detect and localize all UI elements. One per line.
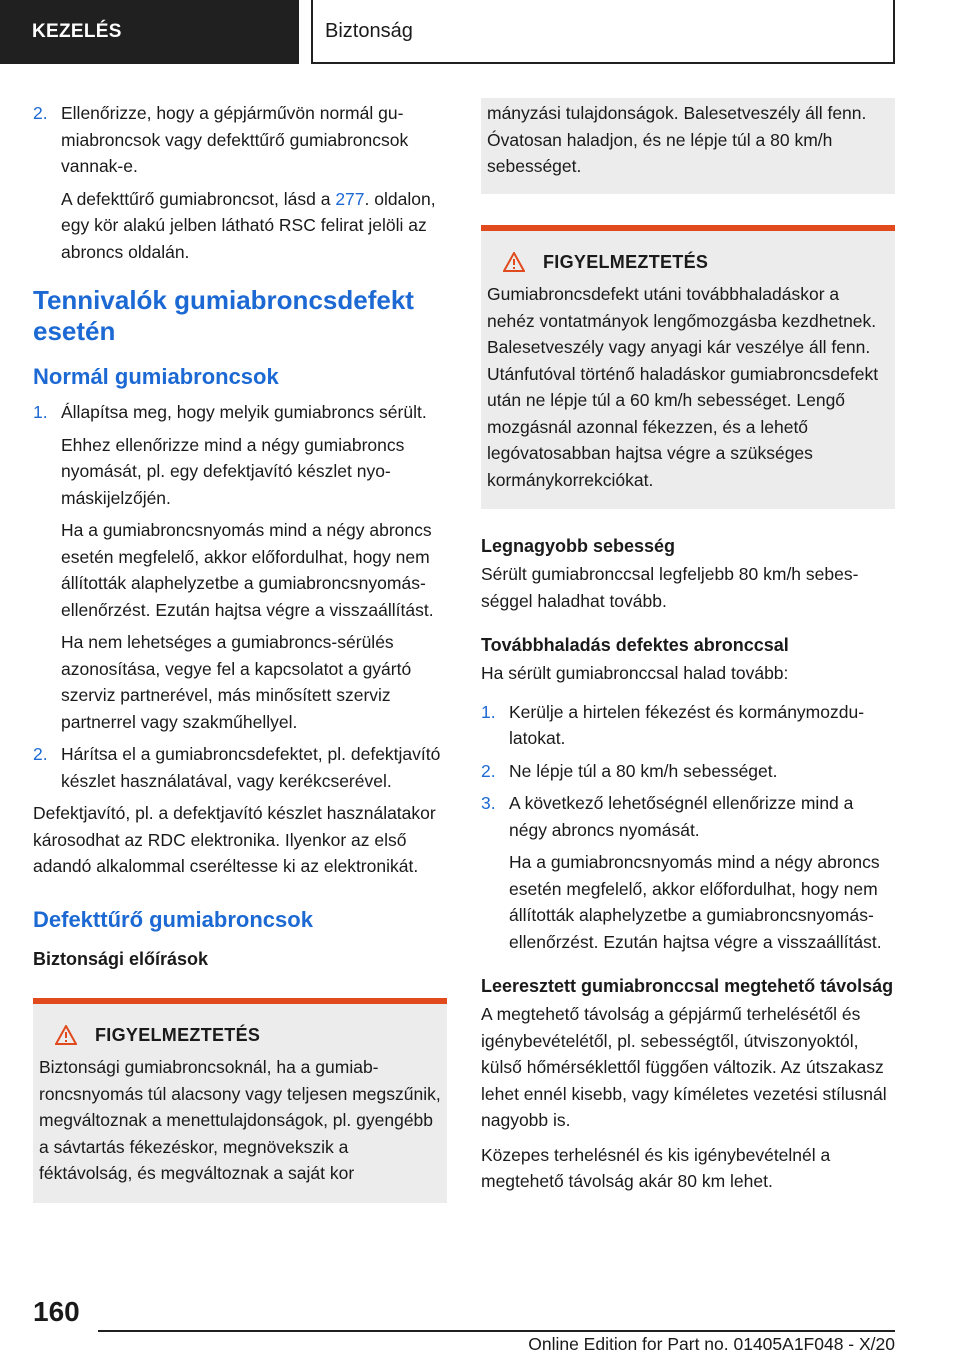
paragraph: Ha sérült gumiabronccsal halad tovább: <box>481 663 789 683</box>
paragraph: Defektjavító, pl. a defektjavító készlet használatakor károsodhat az RDC elektronika. Ilyenkor az első adandó alkalommal cseréltesse ki az elektronikát. <box>33 803 436 876</box>
page-number: 160 <box>33 1296 80 1327</box>
list-item <box>33 399 447 735</box>
minor-heading: Biztonsági előírások <box>33 948 209 969</box>
right-column <box>481 98 895 1203</box>
list-number: 1. <box>481 701 496 722</box>
section-heading: Tennivalók gumiabroncsdefekt esetén <box>33 285 414 346</box>
warning-box <box>481 225 895 510</box>
step-text-ref: A defekttűrő gumiabroncsot, lásd a 277. oldalon, egy kör alakú jelben látható RSC felirat jelöli az abroncs oldalán. <box>61 188 436 262</box>
warning-triangle-icon <box>503 252 525 272</box>
subsection-heading: Normál gumiabroncsok <box>33 364 279 389</box>
list-number: 1. <box>33 402 48 422</box>
subsection-heading: Defekttűrő gumiabroncsok <box>33 906 313 932</box>
paragraph: Közepes terhelésnél és kis igénybevételnél a megtehető távolság akár 80 km lehet. <box>481 1144 831 1191</box>
edition-note: Online Edition for Part no. 01405A1F048 - X/20 <box>528 1334 895 1354</box>
step-text: Kerülje a hirtelen fékezést és kormánymozdulatokat. <box>509 701 865 748</box>
list-number: 2. <box>33 103 48 123</box>
minor-heading: Leeresztett gumiabronccsal megtehető távolság <box>481 976 894 996</box>
step-text: Ha a gumiabroncsnyomás mind a négy abroncs esetén megfelelő, akkor előfordulhat, hogy nem állították alaphelyzetbe a gumiabroncsnyomás-ellenőrzést. Ezután hajtsa végre a visszaállítást. <box>509 852 882 952</box>
chapter-label: Biztonság <box>325 19 413 42</box>
chapter-tab <box>311 0 895 64</box>
step-text: Hárítsa el a gumiabroncsdefektet, pl. defektjavító készlet használatával, vagy kerékcserével. <box>61 744 441 791</box>
list-item <box>481 758 895 785</box>
list-number: 2. <box>481 760 496 781</box>
paragraph: A megtehető távolság a gépjármű terhelésétől és igénybevételétől, pl. sebességtől, útviszonyoktól, külső hőmérséklettől függően változik. Az útszakasz lehet ennél kisebb, vagy kíméletes vezetési stílusnál nagyobb is. <box>481 1004 887 1130</box>
list-item <box>481 790 895 955</box>
step-text: Állapítsa meg, hogy melyik gumiabroncs sérült. <box>61 402 427 422</box>
list-item <box>33 741 447 794</box>
list-item <box>33 100 447 265</box>
warning-text: Biztonsági gumiabroncsoknál, ha a gumiabroncsnyomás túl alacsony vagy teljesen megszűnik, megváltoznak a menettulajdonságok, pl. gyengébb a sávtartás fékezéskor, megnövekszik a féktávolság, és megváltoznak a saját kor <box>39 1057 441 1183</box>
footer-divider <box>98 1330 895 1332</box>
step-text: Ellenőrizze, hogy a gépjárművön normál gumiabroncsok vagy defekttűrő gumiabroncsok vannak-e. <box>61 103 409 176</box>
left-column <box>33 100 447 1203</box>
section-tab <box>0 0 299 64</box>
warning-title: FIGYELMEZTETÉS <box>503 249 889 276</box>
warning-box <box>33 998 447 1203</box>
step-text: A következő lehetőségnél ellenőrizze mind a négy abroncs nyomását. <box>509 793 854 840</box>
page-link[interactable]: 277 <box>335 188 365 209</box>
list-number: 2. <box>33 744 48 764</box>
minor-heading: Továbbhaladás defektes abronccsal <box>481 635 789 655</box>
warning-triangle-icon <box>55 1025 77 1045</box>
step-text: Ha nem lehetséges a gumiabroncs-sérülés azonosítása, vegye fel a kapcsolatot a gyártó szerviz partnerével, más minősített szerviz partnerrel vagy szakműhellyel. <box>61 632 412 732</box>
paragraph: Sérült gumiabronccsal legfeljebb 80 km/h sebességgel haladhat tovább. <box>481 564 859 611</box>
section-label: KEZELÉS <box>32 21 122 42</box>
warning-text: Gumiabroncsdefekt utáni továbbhaladáskor a nehéz vontatmányok lengőmozgásba kezdhetnek. Balesetveszély vagy anyagi kár veszélye áll fenn. Utánfutóval történő haladáskor gumiabroncsdefekt után ne lépje túl a 60 km/h sebességet. Lengő mozgásnál azonnal fékezzen, és a lehető legóvatosabban hajtsa végre a szükséges kormánykorrekciókat. <box>487 284 879 490</box>
warning-box-continued <box>481 98 895 194</box>
minor-heading: Legnagyobb sebesség <box>481 536 676 556</box>
step-text: Ha a gumiabroncsnyomás mind a négy abroncs esetén megfelelő, akkor előfordulhat, hogy nem állították alaphelyzetbe a gumiabroncsnyomás-ellenőrzést. Ezután hajtsa végre a visszaállítást. <box>61 520 434 620</box>
warning-title: FIGYELMEZTETÉS <box>55 1022 441 1049</box>
step-text: Ne lépje túl a 80 km/h sebességet. <box>509 760 778 781</box>
warning-text: mányzási tulajdonságok. Balesetveszély áll fenn. Óvatosan haladjon, és ne lépje túl a 80 km/h sebességet. <box>487 103 867 176</box>
list-item <box>481 699 895 752</box>
list-number: 3. <box>481 793 496 813</box>
step-text: Ehhez ellenőrizze mind a négy gumiabroncs nyomását, pl. egy defektjavító készlet nyomáskijelzőjén. <box>61 434 405 508</box>
